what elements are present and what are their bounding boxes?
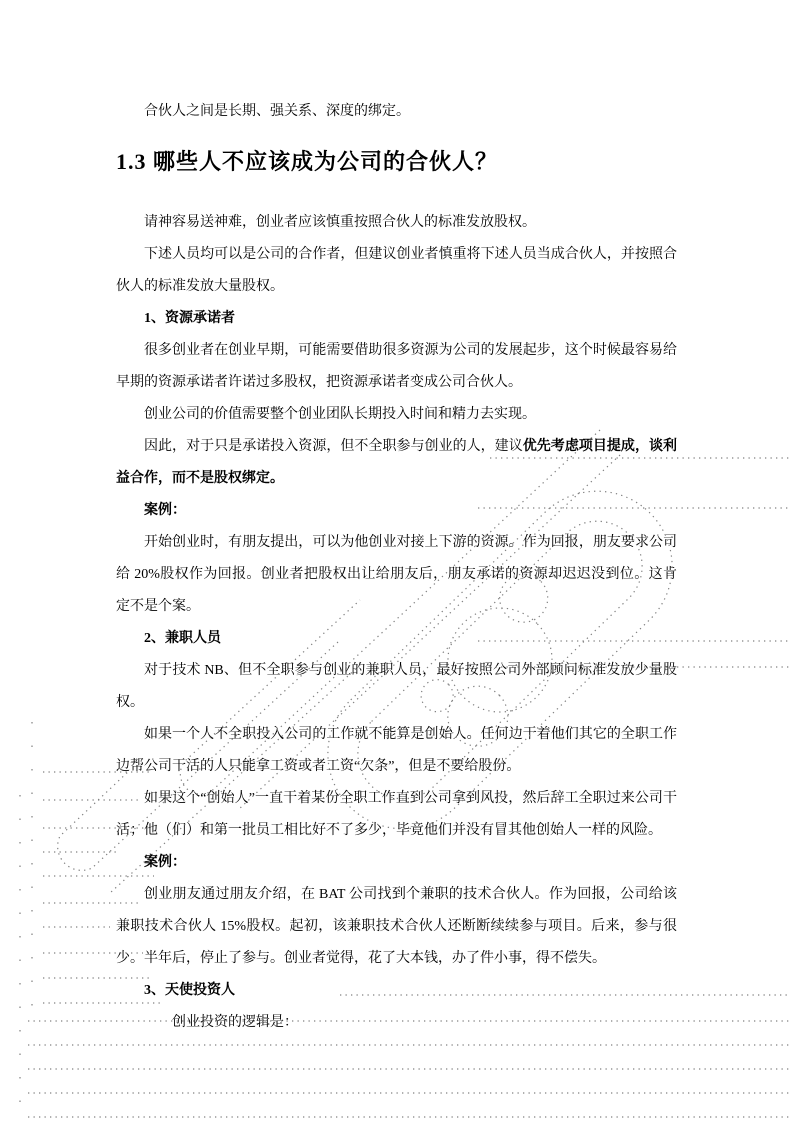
text-segment: 1、资源承诺者 [144,311,235,326]
paragraph [116,399,677,431]
text-segment: 如果一个人不全职投入公司的工作就不能算是创始人。任何边干着他们其它的全职工作边帮公司干活的人只能拿工资或者工资“欠条”，但是不要给股份。 [116,727,677,774]
text-segment: 创业投资的逻辑是： [172,1015,298,1030]
subheading-3 [116,975,677,1007]
paragraph [116,783,677,847]
text-segment: 1.3 哪些人不应该成为公司的合伙人？ [116,149,499,174]
paragraph [116,655,677,719]
case-label [116,847,677,879]
paragraph [116,239,677,303]
paragraph [116,1007,677,1039]
text-segment: 案例： [144,503,186,518]
paragraph [116,335,677,399]
text-segment: 案例： [144,855,186,870]
paragraph [116,207,677,239]
text-segment: 2、兼职人员 [144,631,221,646]
subheading-1 [116,303,677,335]
text-segment: 创业公司的价值需要整个创业团队长期投入时间和精力去实现。 [144,407,536,422]
text-segment: 优先考虑项目提成，谈利益合作，而不是股权绑定。 [116,439,678,486]
intro-paragraph [116,96,677,128]
text-segment: 合伙人之间是长期、强关系、深度的绑定。 [144,104,410,119]
text-segment: 创业朋友通过朋友介绍，在 BAT 公司找到个兼职的技术合伙人。作为回报，公司给该兼职技术合伙人 15%股权。起初，该兼职技术合伙人还断断续续参与项目。后来，参与很少。半年后，停止了参与。创业者觉得，花了大本钱，办了件小事，得不偿失。 [116,887,677,966]
text-segment: 如果这个“创始人”一直干着某份全职工作直到公司拿到风投，然后辞工全职过来公司干活；他（们）和第一批员工相比好不了多少，毕竟他们并没有冒其他创始人一样的风险。 [116,791,677,838]
subheading-2 [116,623,677,655]
text-segment: 对于技术 NB、但不全职参与创业的兼职人员，最好按照公司外部顾问标准发放少量股权。 [116,663,677,710]
paragraph [116,431,677,495]
text-segment: 3、天使投资人 [144,983,235,998]
paragraph [116,879,677,975]
text-segment: 下述人员均可以是公司的合作者，但建议创业者慎重将下述人员当成合伙人，并按照合伙人的标准发放大量股权。 [116,247,677,294]
text-segment: 请神容易送神难，创业者应该慎重按照合伙人的标准发放股权。 [144,215,536,230]
text-segment: 开始创业时，有朋友提出，可以为他创业对接上下游的资源。作为回报，朋友要求公司给 20%股权作为回报。创业者把股权出让给朋友后，朋友承诺的资源却迟迟没到位。这肯定不是个案。 [116,535,677,614]
case-label [116,495,677,527]
section-heading [116,142,677,182]
paragraph [116,527,677,623]
text-segment: 很多创业者在创业早期，可能需要借助很多资源为公司的发展起步，这个时候最容易给早期的资源承诺者许诺过多股权，把资源承诺者变成公司合伙人。 [116,343,677,390]
paragraph [116,719,677,783]
document-body [116,96,677,1039]
text-segment: 因此，对于只是承诺投入资源，但不全职参与创业的人，建议 [144,439,523,454]
